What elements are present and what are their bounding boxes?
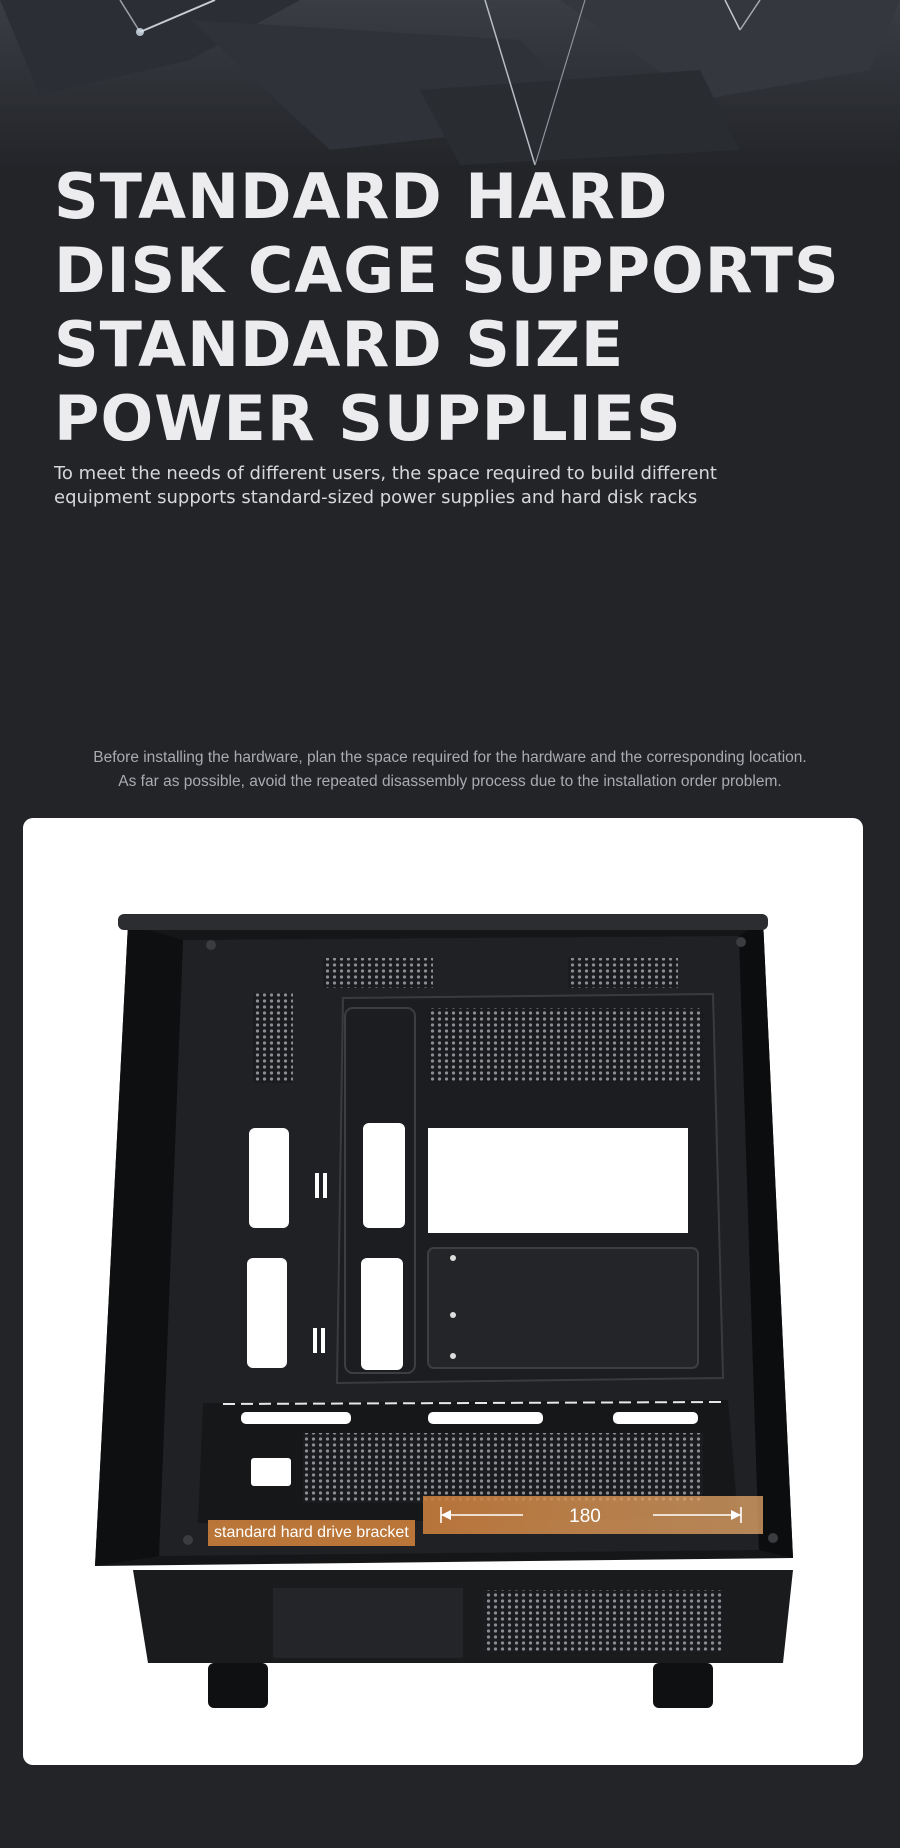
case-base — [133, 1570, 793, 1708]
hero-background-image — [0, 0, 900, 170]
note-line: As far as possible, avoid the repeated disassembly process due to the installation order problem. — [118, 773, 782, 790]
cpu-cutout — [428, 1128, 688, 1233]
dimension-label: 180 — [569, 1506, 601, 1527]
pc-case-illustration — [23, 818, 863, 1765]
subtitle-line: To meet the needs of different users, the space required to build different — [54, 463, 717, 484]
page-title — [54, 160, 840, 456]
title-line: STANDARD SIZE — [54, 308, 625, 381]
title-line: POWER SUPPLIES — [54, 382, 682, 455]
rear-mesh-vent — [253, 993, 293, 1083]
installation-note — [0, 746, 900, 794]
hard-drive-bracket-label: standard hard drive bracket — [208, 1520, 415, 1546]
title-line: DISK CAGE SUPPORTS — [54, 234, 840, 307]
subtitle-line: equipment supports standard-sized power supplies and hard disk racks — [54, 487, 698, 508]
top-mesh-vent — [323, 958, 433, 988]
product-image-card — [23, 818, 863, 1765]
note-line: Before installing the hardware, plan the space required for the hardware and the corresponding location. — [93, 749, 807, 766]
page-subtitle — [54, 462, 774, 510]
title-line: STANDARD HARD — [54, 160, 669, 233]
top-mesh-vent — [568, 958, 678, 988]
psu-dimension-indicator — [423, 1496, 763, 1534]
